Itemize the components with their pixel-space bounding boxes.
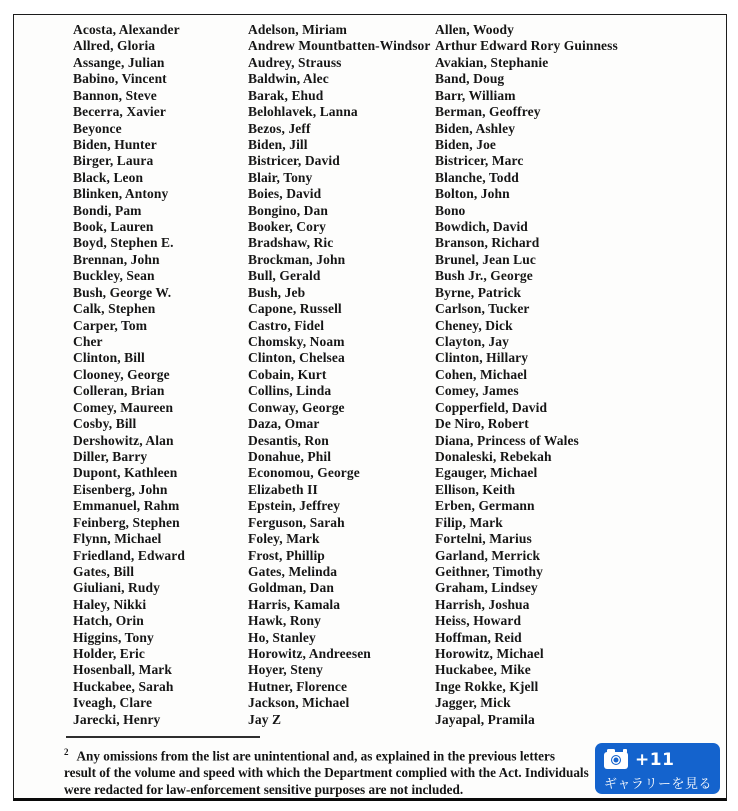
list-item: Diller, Barry [73,448,148,464]
list-item: Blanche, Todd [435,169,519,185]
list-item: Brockman, John [248,251,346,267]
footnote-marker: 2 [64,747,69,757]
list-item: Erben, Germann [435,498,535,514]
list-item: Cobain, Kurt [248,366,327,382]
scanned-document-page [13,14,727,801]
gallery-photo-count: +11 [635,750,675,770]
list-item: Jackson, Michael [248,695,350,711]
list-item: Clooney, George [73,366,170,382]
names-column-2 [248,22,431,728]
list-item: Audrey, Strauss [248,54,342,70]
gallery-badge-label: ギャラリーを見る [604,777,713,792]
list-item: Berman, Geoffrey [435,104,541,120]
list-item: Inge Rokke, Kjell [435,678,539,694]
list-item: Gates, Melinda [248,563,338,579]
list-item: Egauger, Michael [435,465,538,481]
list-item: Allred, Gloria [73,38,156,54]
list-item: Blair, Tony [248,169,313,185]
list-item: Epstein, Jeffrey [248,498,341,514]
list-item: Brunel, Jean Luc [435,251,536,267]
list-item: Beyonce [73,120,122,136]
list-item: Bongino, Dan [248,202,328,218]
footnote-line-2: result of the volume and speed with which the Department complied with the Act. Individuals [64,764,589,780]
list-item: Biden, Hunter [73,136,157,152]
list-item: Jay Z [248,711,282,727]
list-item: Huckabee, Mike [435,662,531,678]
list-item: Haley, Nikki [73,596,147,612]
list-item: Comey, James [435,383,519,399]
list-item: Fortelni, Marius [435,531,532,547]
list-item: Elizabeth II [248,481,318,497]
list-item: Jayapal, Pramila [435,711,535,727]
list-item: Iveagh, Clare [73,695,153,711]
list-item: Black, Leon [73,169,144,185]
list-item: Garland, Merrick [435,547,541,563]
list-item: Feinberg, Stephen [73,514,180,530]
list-item: Avakian, Stephanie [435,54,549,70]
list-item: Capone, Russell [248,301,342,317]
list-item: Clinton, Chelsea [248,350,345,366]
list-item: Giuliani, Rudy [73,580,160,596]
list-item: Heiss, Howard [435,613,522,629]
list-item: Diana, Princess of Wales [435,432,579,448]
list-item: Cosby, Bill [73,416,137,432]
list-item: Copperfield, David [435,399,548,415]
list-item: Jarecki, Henry [73,711,161,727]
list-item: Brennan, John [73,251,160,267]
list-item: Becerra, Xavier [73,104,166,120]
list-item: Allen, Woody [435,22,514,37]
list-item: Carper, Tom [73,317,148,333]
list-item: Andrew Mountbatten-Windsor [248,38,431,54]
list-item: Bezos, Jeff [248,120,311,136]
list-item: Foley, Mark [248,531,320,547]
list-item: Dupont, Kathleen [73,465,178,481]
list-item: Adelson, Miriam [248,22,347,37]
list-item: Graham, Lindsey [435,580,538,596]
list-item: Emmanuel, Rahm [73,498,180,514]
list-item: Harris, Kamala [248,596,341,612]
list-item: Flynn, Michael [73,531,162,547]
list-item: Acosta, Alexander [73,22,180,37]
list-item: Hosenball, Mark [73,662,173,678]
list-item: Filip, Mark [435,514,503,530]
list-item: Bush, Jeb [248,284,306,300]
list-item: Collins, Linda [248,383,332,399]
list-item: Bondi, Pam [73,202,142,218]
list-item: Byrne, Patrick [435,284,522,300]
list-item: Bistricer, David [248,153,340,169]
list-item: Holder, Eric [73,646,145,662]
list-item: Bradshaw, Ric [248,235,334,251]
list-item: Higgins, Tony [73,629,154,645]
list-item: Horowitz, Andreesen [248,646,371,662]
list-item: Friedland, Edward [73,547,185,563]
list-item: Jagger, Mick [435,695,511,711]
list-item: Hoffman, Reid [435,629,522,645]
list-item: Birger, Laura [73,153,154,169]
list-item: Bolton, John [435,186,510,202]
list-item: Horowitz, Michael [435,646,544,662]
names-column-3 [435,22,618,728]
names-column-1 [73,22,185,728]
list-item: Hawk, Rony [248,613,322,629]
list-item: Cher [73,334,103,350]
list-item: Carlson, Tucker [435,301,530,317]
list-item: Comey, Maureen [73,399,174,415]
list-item: Bull, Gerald [248,268,321,284]
list-item: Donahue, Phil [248,448,332,464]
list-item: Biden, Ashley [435,120,516,136]
list-item: Clinton, Bill [73,350,145,366]
list-item: Cheney, Dick [435,317,513,333]
list-item: Assange, Julian [73,54,165,70]
list-item: Branson, Richard [435,235,540,251]
list-item: Bannon, Steve [73,87,157,103]
list-item: Dershowitz, Alan [73,432,174,448]
list-item: Cohen, Michael [435,366,528,382]
list-item: Bistricer, Marc [435,153,524,169]
list-item: Clayton, Jay [435,334,509,350]
camera-icon [604,752,628,769]
list-item: Clinton, Hillary [435,350,529,366]
list-item: Barr, William [435,87,516,103]
list-item: Gates, Bill [73,563,135,579]
list-item: Desantis, Ron [248,432,329,448]
list-item: Harrish, Joshua [435,596,530,612]
list-item: Biden, Jill [248,136,308,152]
list-item: Belohlavek, Lanna [248,104,358,120]
list-item: Barak, Ehud [248,87,324,103]
list-item: Economou, George [248,465,360,481]
list-item: De Niro, Robert [435,416,529,432]
list-item: Ferguson, Sarah [248,514,345,530]
list-item: Colleran, Brian [73,383,165,399]
list-item: Castro, Fidel [248,317,325,333]
list-item: Geithner, Timothy [435,563,543,579]
list-item: Boyd, Stephen E. [73,235,174,251]
list-item: Bush Jr., George [435,268,533,284]
list-item: Baldwin, Alec [248,71,329,87]
list-item: Hutner, Florence [248,678,348,694]
footnote-line-3: were redacted for law-enforcement sensitive purposes are not included. [64,781,464,797]
list-item: Bono [435,202,466,218]
list-item: Blinken, Antony [73,186,169,202]
footnote-divider [66,736,260,738]
list-item: Hatch, Orin [73,613,144,629]
footnote-text-1: Any omissions from the list are unintentional and, as explained in the previous letters [76,748,555,764]
list-item: Bowdich, David [435,219,528,235]
list-item: Chomsky, Noam [248,334,345,350]
list-item: Bush, George W. [73,284,172,300]
list-item: Conway, George [248,399,345,415]
list-item: Frost, Phillip [248,547,325,563]
list-item: Booker, Cory [248,219,326,235]
gallery-badge-button[interactable] [595,743,720,794]
list-item: Huckabee, Sarah [73,678,174,694]
list-item: Goldman, Dan [248,580,334,596]
list-item: Arthur Edward Rory Guinness [435,38,618,54]
list-item: Band, Doug [435,71,505,87]
list-item: Eisenberg, John [73,481,168,497]
list-item: Daza, Omar [248,416,320,432]
list-item: Book, Lauren [73,219,154,235]
list-item: Ho, Stanley [248,629,316,645]
list-item: Donaleski, Rebekah [435,448,552,464]
list-item: Boies, David [248,186,322,202]
list-item: Biden, Joe [435,136,497,152]
list-item: Babino, Vincent [73,71,167,87]
list-item: Hoyer, Steny [248,662,323,678]
list-item: Calk, Stephen [73,301,156,317]
list-item: Ellison, Keith [435,481,516,497]
gallery-badge-top-row [604,750,711,770]
list-item: Buckley, Sean [73,268,155,284]
